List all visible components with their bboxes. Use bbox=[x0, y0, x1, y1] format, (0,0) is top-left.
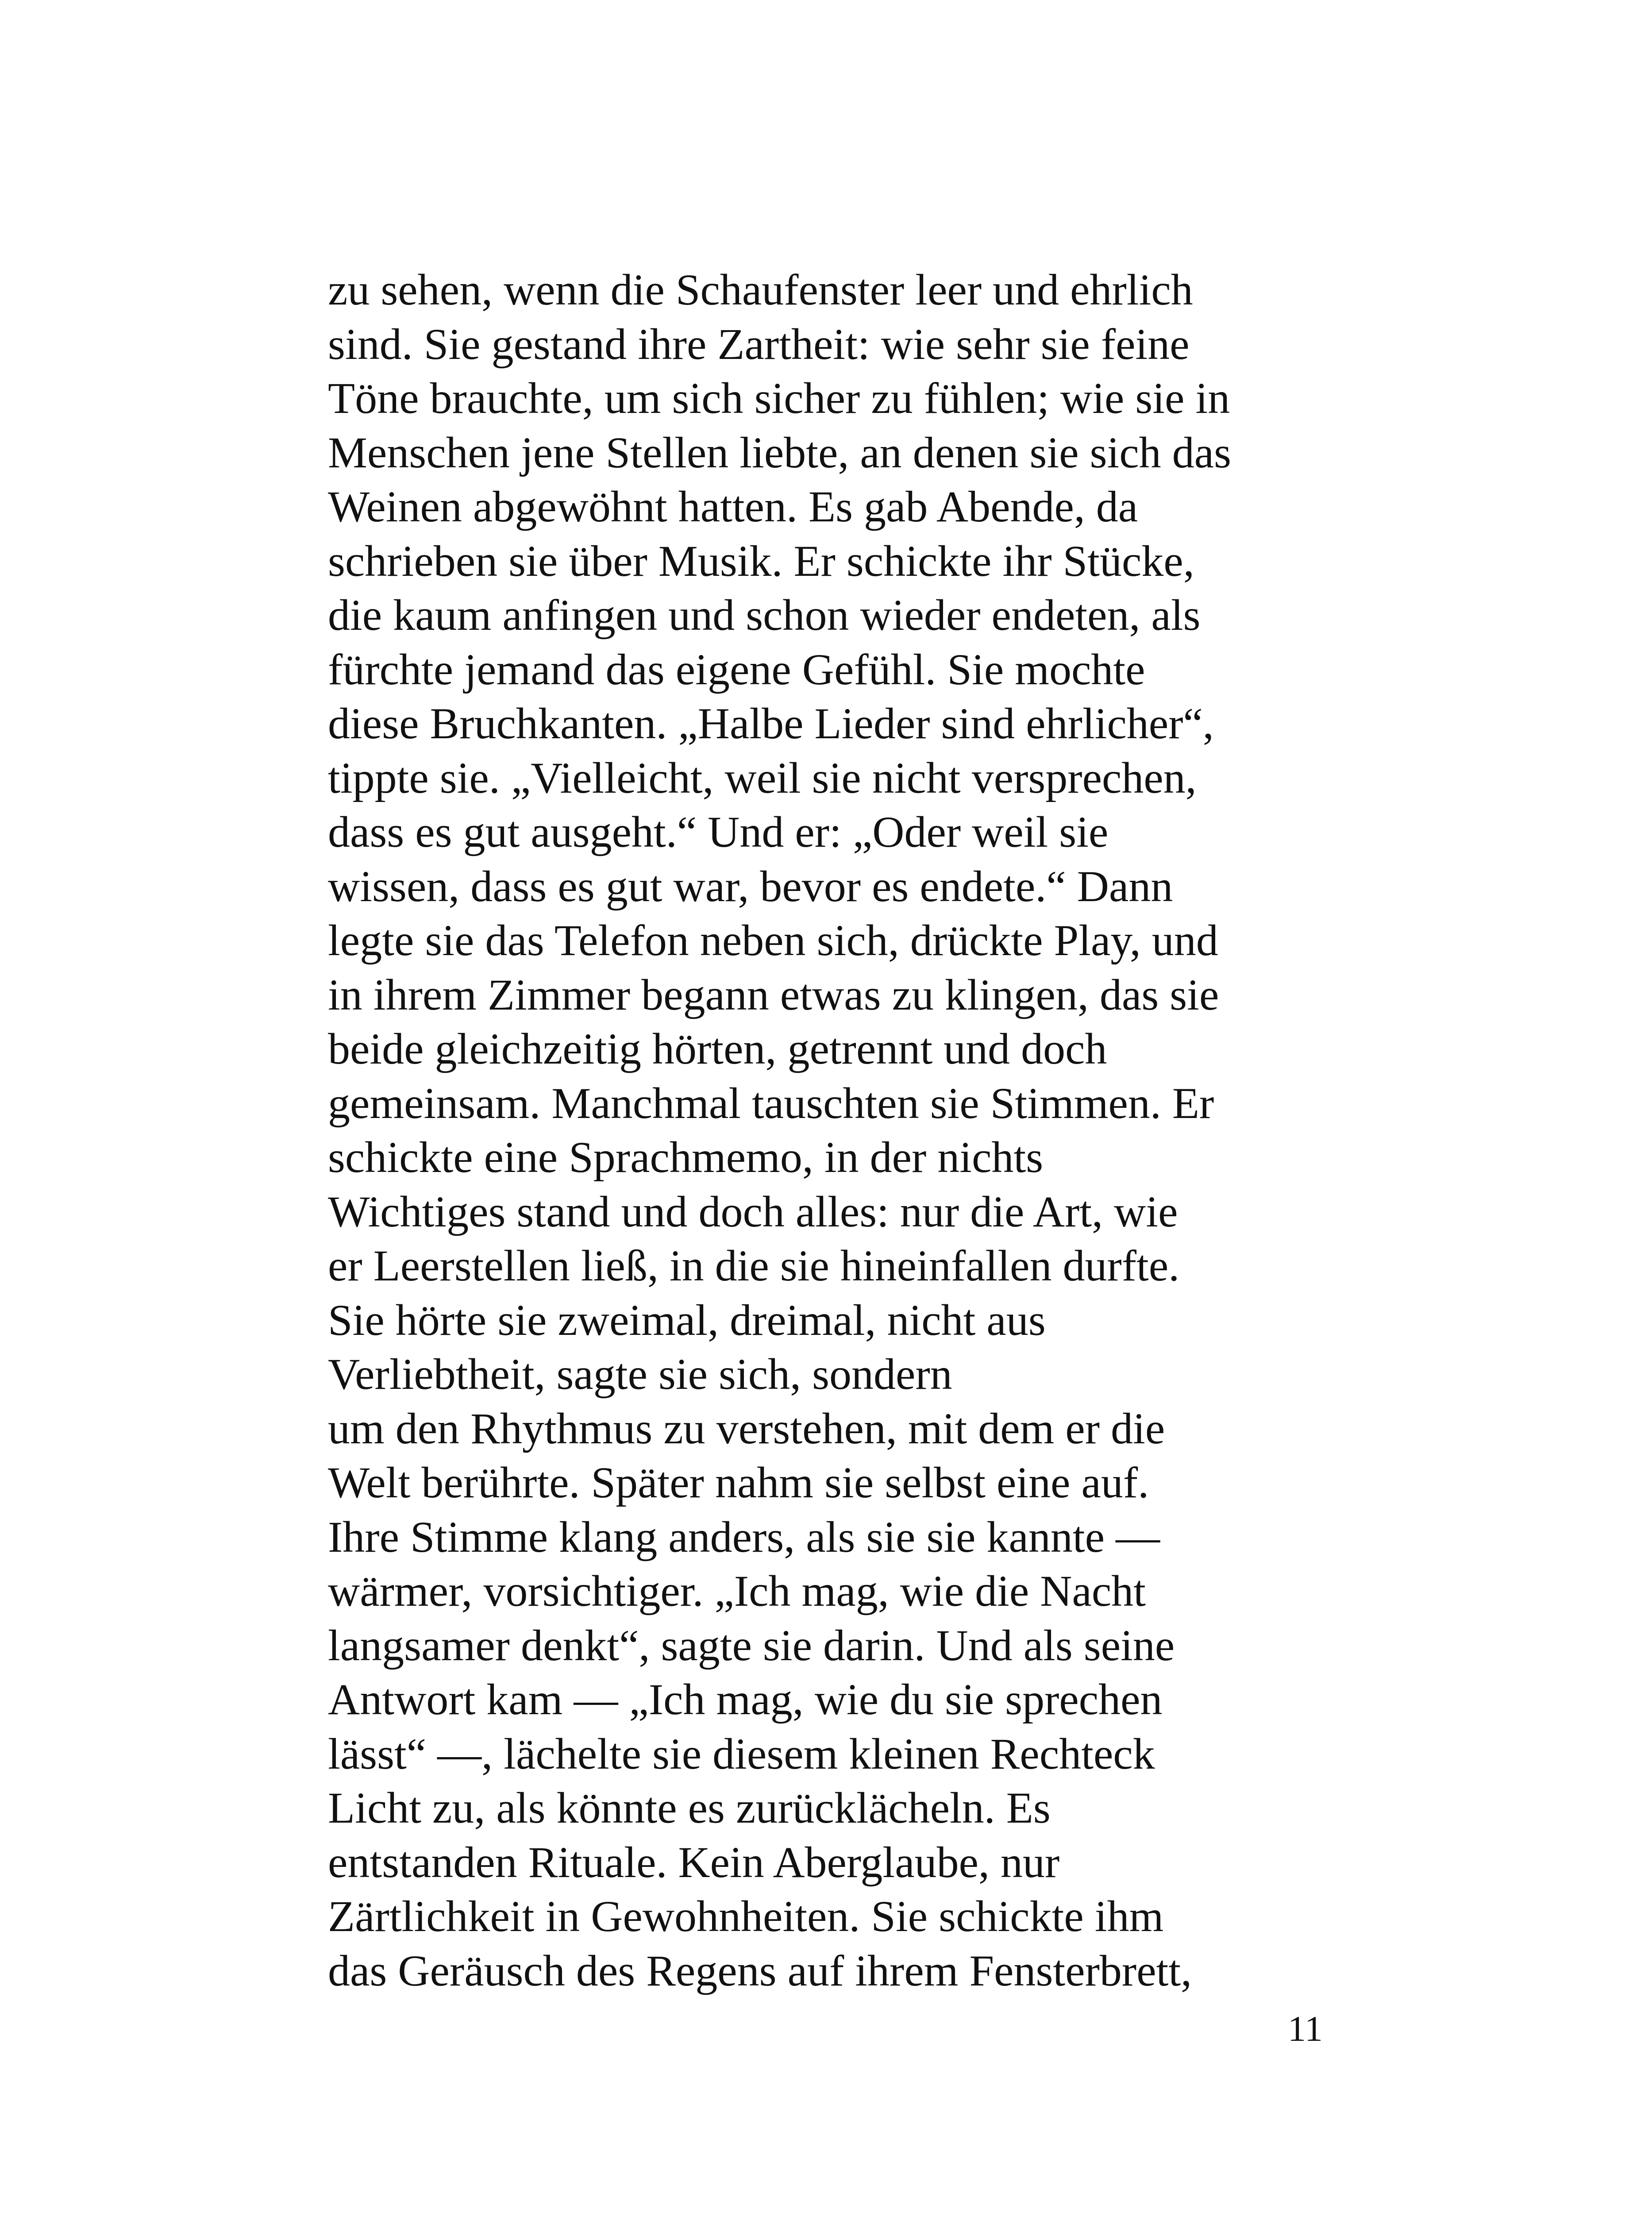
text-line: Licht zu, als könnte es zurücklächeln. Es bbox=[328, 1783, 1051, 1832]
text-line: Wichtiges stand und doch alles: nur die Art, wie bbox=[328, 1187, 1178, 1236]
text-line: tippte sie. „Vielleicht, weil sie nicht versprechen, bbox=[328, 753, 1197, 802]
text-line: Ihre Stimme klang anders, als sie sie kannte — bbox=[328, 1512, 1160, 1561]
text-line: Menschen jene Stellen liebte, an denen sie sich das bbox=[328, 428, 1232, 477]
text-line: das Geräusch des Regens auf ihrem Fensterbrett, bbox=[328, 1946, 1192, 1995]
text-line: er Leerstellen ließ, in die sie hineinfallen durfte. bbox=[328, 1241, 1180, 1290]
text-line: wissen, dass es gut war, bevor es endete.“ Dann bbox=[328, 861, 1173, 911]
text-line: Verliebtheit, sagte sie sich, sondern bbox=[328, 1349, 952, 1399]
text-line: wärmer, vorsichtiger. „Ich mag, wie die Nacht bbox=[328, 1566, 1146, 1615]
body-text bbox=[328, 263, 1319, 1998]
text-line: langsamer denkt“, sagte sie darin. Und als seine bbox=[328, 1620, 1175, 1670]
text-line: Sie hörte sie zweimal, dreimal, nicht aus bbox=[328, 1295, 1046, 1345]
text-line: Antwort kam — „Ich mag, wie du sie sprechen bbox=[328, 1675, 1163, 1724]
text-line: gemeinsam. Manchmal tauschten sie Stimmen. Er bbox=[328, 1078, 1214, 1128]
text-line: schickte eine Sprachmemo, in der nichts bbox=[328, 1133, 1044, 1182]
text-line: beide gleichzeitig hörten, getrennt und doch bbox=[328, 1024, 1107, 1073]
text-line: Weinen abgewöhnt hatten. Es gab Abende, da bbox=[328, 482, 1138, 531]
text-line: legte sie das Telefon neben sich, drückte Play, und bbox=[328, 916, 1218, 965]
text-line: sind. Sie gestand ihre Zartheit: wie sehr sie feine bbox=[328, 319, 1190, 369]
text-line: diese Bruchkanten. „Halbe Lieder sind ehrlicher“, bbox=[328, 699, 1214, 748]
text-line: die kaum anfingen und schon wieder endeten, als bbox=[328, 590, 1201, 640]
text-line: Welt berührte. Später nahm sie selbst eine auf. bbox=[328, 1458, 1149, 1507]
text-line: Töne brauchte, um sich sicher zu fühlen; wie sie in bbox=[328, 374, 1230, 423]
text-line: lässt“ —, lächelte sie diesem kleinen Rechteck bbox=[328, 1729, 1155, 1778]
text-line: um den Rhythmus zu verstehen, mit dem er die bbox=[328, 1403, 1165, 1453]
text-line: dass es gut ausgeht.“ Und er: „Oder weil sie bbox=[328, 807, 1109, 856]
text-line: Zärtlichkeit in Gewohnheiten. Sie schickte ihm bbox=[328, 1892, 1164, 1941]
text-line: fürchte jemand das eigene Gefühl. Sie mochte bbox=[328, 644, 1145, 694]
text-line: zu sehen, wenn die Schaufenster leer und ehrlich bbox=[328, 265, 1193, 314]
text-line: entstanden Rituale. Kein Aberglaube, nur bbox=[328, 1837, 1060, 1887]
page-number: 11 bbox=[1288, 2009, 1323, 2049]
text-line: schrieben sie über Musik. Er schickte ihr Stücke, bbox=[328, 536, 1194, 586]
text-line: in ihrem Zimmer begann etwas zu klingen, das sie bbox=[328, 970, 1219, 1019]
